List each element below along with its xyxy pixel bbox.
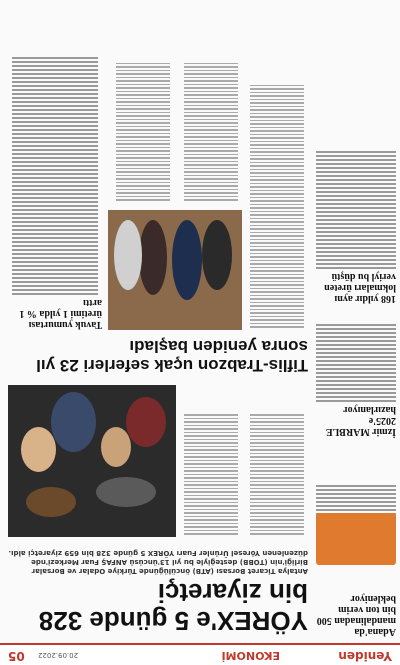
fair-crowd-photo [8,385,176,537]
newspaper-logo: Yeniden [338,649,392,663]
second-headline: Tiflis-Trabzon uçak seferleri 23 yıl sonra yeniden başladı [36,337,308,375]
side-story-body [316,324,396,402]
main-story-column [180,387,242,537]
side-story [312,324,400,437]
side-story-title: Adana'da mandalinadan 500 bin ton verim bekleniyor [316,593,396,637]
main-subheadline: Antalya Ticaret Borsası (ATB) öncülüğünde Türkiye Odalar ve Borsalar Birliği'nin (TOBB) desteğiyle bu yıl 13'üncüsü ANFAŞ Fuar Merkezi'nde düzenlenen Yöresel Ürünler Fuarı YÖREX 5 günde 328 bin 659 ziyaretçi aldı. [8,549,308,575]
second-story-column [112,23,174,203]
right-story-body [12,57,98,295]
side-story [312,485,400,637]
main-story-header [8,548,308,635]
second-story-column [246,30,308,330]
section-title: EKONOMİ [221,649,280,662]
right-story-title: Tavuk yumurtası üretimi 1 yılda % 1 arttı [19,297,102,330]
airport-ceremony-photo [108,210,242,330]
main-story-column [246,387,308,537]
sidebar-stories [312,4,400,641]
page-header [0,643,400,665]
side-story-body [316,151,396,269]
mandarin-photo [316,513,396,565]
second-story-column [180,23,242,203]
side-story-title: İzmir MARBLE 2025'e hazırlanıyor [325,404,396,437]
page-date: 20.09.2022 [38,651,79,659]
main-headline: YÖREX'e 5 günde 328 bin ziyaretçi [38,578,308,636]
page-number: 05 [8,649,25,663]
side-story [312,151,400,304]
side-story-title: 168 yıldır aynı lokmaları üreten veriyl bu düştü [324,271,396,304]
right-story [8,55,102,330]
